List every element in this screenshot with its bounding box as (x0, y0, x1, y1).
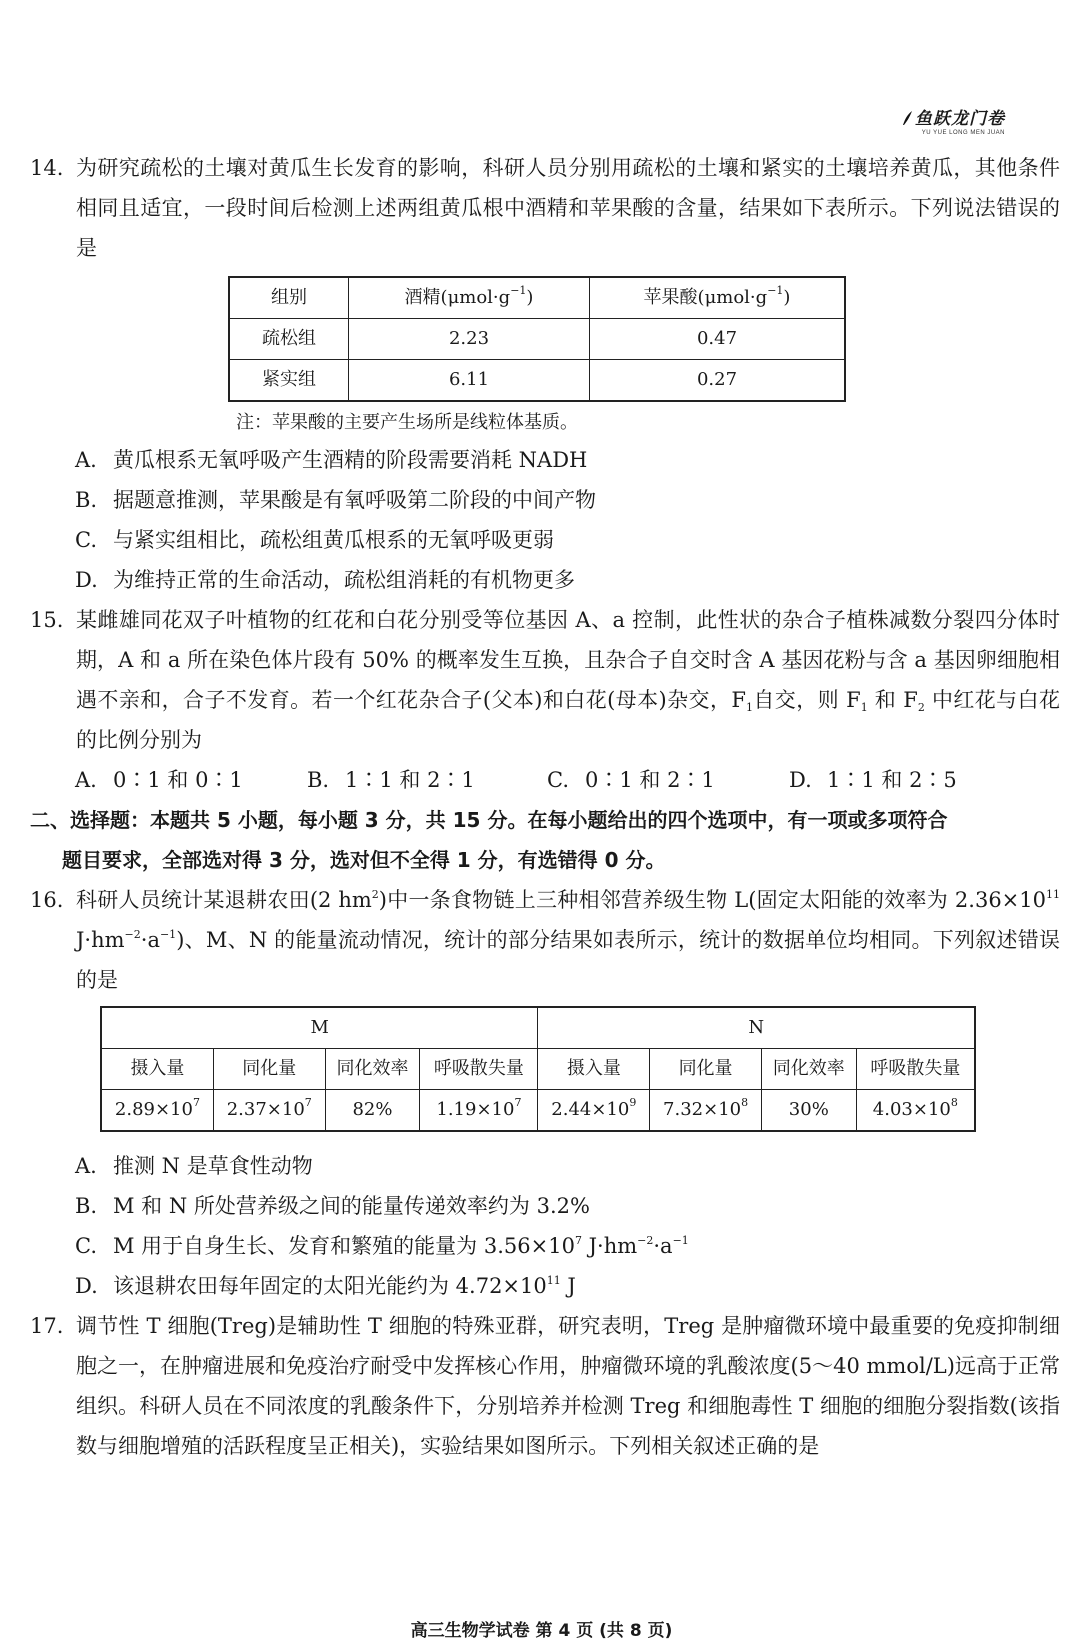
options-row (30, 760, 1060, 800)
option-c: C. 0∶1 和 2∶1 (547, 768, 715, 792)
group-header-n: N (538, 1007, 975, 1049)
option-a: A. 0∶1 和 0∶1 (75, 768, 243, 792)
option-c: C. 与紧实组相比，疏松组黄瓜根系的无氧呼吸更弱 (75, 528, 554, 552)
table-cell: $2.37\times 10^7$ (213, 1090, 325, 1132)
question-number: 14. (30, 156, 64, 180)
page-footer: 高三生物学试卷 第 4 页 (共 8 页) (410, 1621, 673, 1641)
fish-icon (901, 110, 913, 126)
question-14 (30, 148, 1060, 268)
option-d: D. 该退耕农田每年固定的太阳光能约为 $4.72\times 10^{11}$ J (75, 1274, 576, 1298)
alcohol-malate-table (228, 276, 846, 402)
section-heading: 二、选择题：本题共 5 小题，每小题 3 分，共 15 分。在每小题给出的四个选项中，有一项或多项符合 题目要求，全部选对得 3 分，选对但不全得 1 分，有选错得 0 分。 (30, 808, 948, 872)
option-c: C. M 用于自身生长、发育和繁殖的能量为 $3.56\times 10^7$ $J\cdot hm^{-2}\cdot a^{-1}$ (75, 1234, 689, 1258)
logo-subtext: YU YUE LONG MEN JUAN (921, 130, 1005, 136)
table-header-cell: 组别 (229, 277, 349, 319)
brand-logo (855, 104, 1005, 136)
option-d: D. 1∶1 和 2∶5 (789, 768, 957, 792)
table-cell: 0.47 (590, 319, 846, 360)
question-text: 科研人员统计某退耕农田(2 $hm^2$)中一条食物链上三种相邻营养级生物 L(固定太阳能的效率为 $2.36\times 10^{11}$ $J\cdot hm^{-2}\cdot a^{-1}$)、M、N 的能量流动情况，统计的部分结果如表所示，统计的数据单位均相同。下列叙述错误的是 (76, 888, 1060, 992)
table-cell: $2.44\times 10^9$ (538, 1090, 650, 1132)
question-15 (30, 600, 1060, 760)
group-header-m: M (101, 1007, 538, 1049)
table-cell: 2.23 (349, 319, 590, 360)
question-number: 17. (30, 1314, 64, 1338)
option-a: A. 黄瓜根系无氧呼吸产生酒精的阶段需要消耗 NADH (75, 448, 588, 472)
table-note: 注：苹果酸的主要产生场所是线粒体基质。 (236, 412, 578, 433)
exam-content (30, 148, 1060, 1466)
table-header-row (229, 277, 845, 319)
table-cell: $2.89\times 10^7$ (101, 1090, 213, 1132)
logo-text: 鱼跃龙门卷 (915, 109, 1005, 129)
table-cell: 30% (761, 1090, 856, 1132)
question-17 (30, 1306, 1060, 1466)
question-16 (30, 880, 1060, 1000)
option-b: B. 据题意推测，苹果酸是有氧呼吸第二阶段的中间产物 (75, 488, 596, 512)
table-row (229, 360, 845, 402)
energy-flow-table (100, 1006, 976, 1132)
table-header-cell: 摄入量 (101, 1049, 213, 1090)
table-cell: 紧实组 (229, 360, 349, 402)
table-header-cell: 摄入量 (538, 1049, 650, 1090)
table-row (229, 319, 845, 360)
question-text: 某雌雄同花双子叶植物的红花和白花分别受等位基因 A、a 控制，此性状的杂合子植株减数分裂四分体时期，A 和 a 所在染色体片段有 50% 的概率发生互换，且杂合子自交时含 A 基因花粉与含 a 基因卵细胞相遇不亲和，合子不发育。若一个红花杂合子(父本)和白花(母本)杂交，$F_1$自交，则 $F_1$ 和 $F_2$ 中红花与白花的比例分别为 (76, 608, 1061, 752)
table-header-cell: 苹果酸$(\mu mol\cdot g^{-1})$ (590, 277, 846, 319)
table-group-row (101, 1007, 975, 1049)
table-cell: 6.11 (349, 360, 590, 402)
table-header-cell: 同化量 (213, 1049, 325, 1090)
table-header-cell: 呼吸散失量 (856, 1049, 975, 1090)
table-header-cell: 同化效率 (325, 1049, 420, 1090)
table-header-row (101, 1049, 975, 1090)
table-cell: $7.32\times 10^8$ (650, 1090, 762, 1132)
table-cell: 疏松组 (229, 319, 349, 360)
table-row (101, 1090, 975, 1132)
table-header-cell: 酒精$(\mu mol\cdot g^{-1})$ (349, 277, 590, 319)
question-number: 15. (30, 608, 64, 632)
question-number: 16. (30, 888, 64, 912)
question-text: 调节性 T 细胞(Treg)是辅助性 T 细胞的特殊亚群，研究表明，Treg 是肿瘤微环境中最重要的免疫抑制细胞之一，在肿瘤进展和免疫治疗耐受中发挥核心作用，肿瘤微环境的乳酸浓度(5～40 mmol/L)远高于正常组织。科研人员在不同浓度的乳酸条件下，分别培养并检测 Treg 和细胞毒性 T 细胞的细胞分裂指数(该指数与细胞增殖的活跃程度呈正相关)，实验结果如图所示。下列相关叙述正确的是 (76, 1314, 1060, 1458)
option-b: B. 1∶1 和 2∶1 (307, 768, 475, 792)
option-b: B. M 和 N 所处营养级之间的能量传递效率约为 3.2% (75, 1194, 590, 1218)
question-text: 为研究疏松的土壤对黄瓜生长发育的影响，科研人员分别用疏松的土壤和紧实的土壤培养黄瓜，其他条件相同且适宜，一段时间后检测上述两组黄瓜根中酒精和苹果酸的含量，结果如下表所示。下列说法错误的是 (76, 156, 1060, 260)
table-cell: 82% (325, 1090, 420, 1132)
table-header-cell: 同化量 (650, 1049, 762, 1090)
table-cell: 0.27 (590, 360, 846, 402)
table-header-cell: 呼吸散失量 (420, 1049, 538, 1090)
option-a: A. 推测 N 是草食性动物 (75, 1154, 313, 1178)
table-header-cell: 同化效率 (761, 1049, 856, 1090)
table-cell: $4.03\times 10^8$ (856, 1090, 975, 1132)
option-d: D. 为维持正常的生命活动，疏松组消耗的有机物更多 (75, 568, 575, 592)
table-cell: $1.19\times 10^7$ (420, 1090, 538, 1132)
